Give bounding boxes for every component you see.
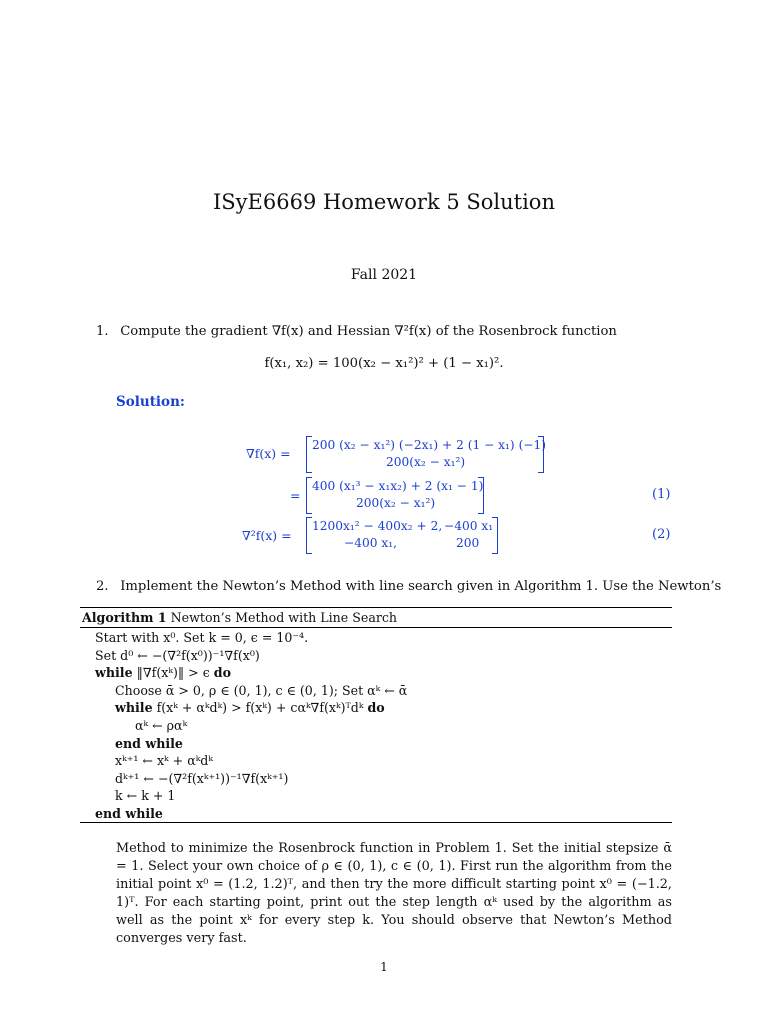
algorithm-line: Choose ᾱ > 0, ρ ∈ (0, 1), c ∈ (0, 1); Set αᵏ ← ᾱ bbox=[115, 682, 408, 698]
algorithm-line: αᵏ ← ραᵏ bbox=[135, 717, 188, 733]
hessian-lhs: ∇²f(x) = bbox=[242, 528, 292, 543]
keyword-while: while bbox=[115, 700, 153, 716]
problem-1-text: Compute the gradient ∇f(x) and Hessian ∇²f(x) of the Rosenbrock function bbox=[120, 324, 617, 339]
algorithm-line: xᵏ⁺¹ ← xᵏ + αᵏdᵏ bbox=[115, 753, 213, 769]
algorithm-top-rule bbox=[80, 607, 672, 608]
gradient-row-2: 200(x₂ − x₁²) bbox=[386, 455, 466, 469]
page-number: 1 bbox=[380, 960, 388, 974]
algorithm-name: Newton’s Method with Line Search bbox=[170, 610, 398, 625]
problem-2-statement bbox=[96, 578, 721, 596]
algorithm-line-text: f(xᵏ + αᵏdᵏ) > f(xᵏ) + cαᵏ∇f(xᵏ)ᵀdᵏ bbox=[152, 700, 368, 716]
document-title: ISyE6669 Homework 5 Solution bbox=[213, 190, 555, 214]
rosenbrock-function: f(x₁, x₂) = 100(x₂ − x₁²)² + (1 − x₁)². bbox=[264, 356, 504, 371]
algorithm-line: Set d⁰ ← −(∇²f(x⁰))⁻¹∇f(x⁰) bbox=[95, 647, 260, 663]
algorithm-line bbox=[95, 699, 407, 717]
equation-number-1: (1) bbox=[652, 487, 671, 502]
gradient-simplified-row-2: 200(x₂ − x₁²) bbox=[356, 496, 436, 510]
algorithm-line bbox=[95, 735, 407, 753]
algorithm-line: dᵏ⁺¹ ← −(∇²f(xᵏ⁺¹))⁻¹∇f(xᵏ⁺¹) bbox=[115, 770, 289, 786]
algorithm-line: Start with x⁰. Set k = 0, ϵ = 10⁻⁴. bbox=[95, 630, 309, 645]
equals-sign: = bbox=[290, 488, 301, 503]
equation-number-2: (2) bbox=[652, 527, 671, 542]
keyword-end-while: end while bbox=[115, 735, 183, 751]
gradient-simplified-row-1: 400 (x₁³ − x₁x₂) + 2 (x₁ − 1) bbox=[312, 479, 484, 493]
algorithm-line: k ← k + 1 bbox=[115, 788, 176, 804]
hessian-r1c1: 1200x₁² − 400x₂ + 2, bbox=[312, 519, 443, 533]
problem-1-number: 1. bbox=[96, 324, 109, 339]
document-term: Fall 2021 bbox=[350, 267, 418, 283]
hessian-r1c2: −400 x₁ bbox=[444, 519, 494, 533]
algorithm-label: Algorithm 1 bbox=[82, 610, 167, 625]
problem-2-paragraph: Method to minimize the Rosenbrock function in Problem 1. Set the initial stepsize ᾱ = 1. Select your own choice of ρ ∈ (0, 1), c ∈ (0, 1). First run the algorithm from the initial point x⁰ = (1.2, 1.2)ᵀ, and then try the more difficult starting point x⁰ = (−1.2, 1)ᵀ. For each starting point, print out the step length αᵏ used by the algorithm as well as the point xᵏ for every step k. You should observe that Newton’s Method converges very fast. bbox=[116, 841, 672, 946]
problem-1-statement bbox=[96, 323, 617, 341]
keyword-do: do bbox=[367, 700, 385, 716]
solution-label: Solution: bbox=[116, 394, 185, 410]
hessian-r2c2: 200 bbox=[456, 536, 480, 550]
algorithm-caption-rule bbox=[80, 627, 672, 628]
gradient-lhs: ∇f(x) = bbox=[246, 446, 291, 461]
algorithm-line bbox=[95, 664, 407, 682]
gradient-row-1: 200 (x₂ − x₁²) (−2x₁) + 2 (1 − x₁) (−1) bbox=[312, 438, 547, 452]
algorithm-caption bbox=[82, 609, 397, 627]
algorithm-body bbox=[95, 629, 407, 823]
keyword-do: do bbox=[213, 665, 232, 681]
problem-2-intro: Implement the Newton’s Method with line search given in Algorithm 1. Use the Newton’s bbox=[120, 579, 722, 594]
hessian-r2c1: −400 x₁, bbox=[344, 536, 397, 550]
keyword-end-while: end while bbox=[95, 805, 163, 821]
keyword-while: while bbox=[95, 665, 133, 681]
algorithm-line bbox=[95, 805, 407, 823]
algorithm-bottom-rule bbox=[80, 822, 672, 823]
problem-2-number: 2. bbox=[96, 579, 109, 594]
algorithm-line-text: ‖∇f(xᵏ)‖ > ϵ bbox=[132, 665, 214, 681]
